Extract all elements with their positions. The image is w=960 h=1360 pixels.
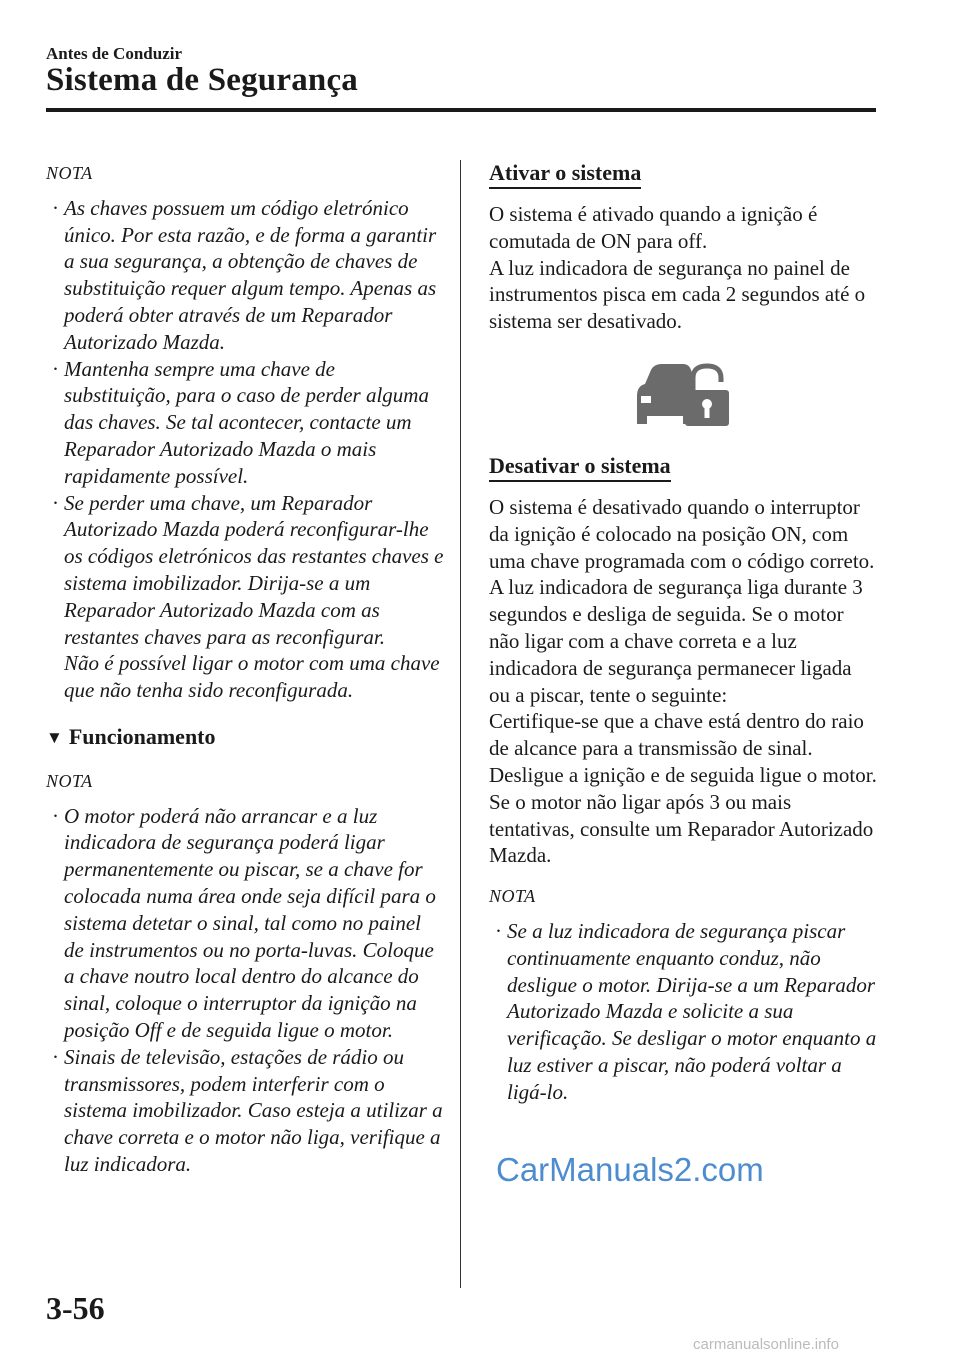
- note-list: [489, 918, 877, 1106]
- note-text: Sinais de televisão, estações de rádio ou transmissores, podem interferir com o sistema imobilizador. Caso esteja a utilizar a chave correta e o motor não liga, verifique a luz indicadora.: [64, 1044, 443, 1176]
- note-list: [46, 195, 446, 704]
- bullet-icon: ·: [495, 918, 502, 943]
- note-item: [46, 356, 446, 490]
- note-item: [46, 195, 446, 356]
- section-label: Antes de Conduzir: [46, 44, 183, 63]
- left-column: [46, 160, 446, 1178]
- header-divider: [46, 108, 876, 112]
- security-car-lock-icon: [633, 360, 733, 428]
- note-extra-text: Não é possível ligar o motor com uma chave que não tenha sido reconfigurada.: [64, 651, 440, 703]
- note-text: Se a luz indicadora de segurança piscar continuamente enquanto conduz, não desligue o motor. Dirija-se a um Reparador Autorizado Mazda e solicite a sua verificação. Se desligar o motor enquanto a luz estiver a piscar, não poderá voltar a ligá-lo.: [507, 918, 877, 1104]
- note-label: NOTA: [46, 770, 93, 791]
- site-watermark: carmanualsonline.info: [693, 1336, 839, 1353]
- bullet-icon: ·: [52, 803, 59, 828]
- icon-container: [489, 335, 877, 453]
- activate-paragraph: O sistema é ativado quando a ignição é comutada de ON para off.: [489, 202, 818, 253]
- deactivate-paragraph: O sistema é desativado quando o interruptor da ignição é colocado na posição ON, com uma chave programada com o código correto. A luz indicadora de segurança liga durante 3 segundos e desliga de seguida. Se o motor não ligar com a chave correta e a luz indicadora de segurança permanecer ligada ou a piscar, tente o seguinte:: [489, 494, 875, 707]
- column-divider: [460, 160, 461, 1288]
- note-text: Mantenha sempre uma chave de substituição, para o caso de perder alguma das chaves. Se tal acontecer, contacte um Reparador Autorizado Mazda o mais rapidamente possível.: [64, 356, 429, 488]
- note-text: As chaves possuem um código eletrónico único. Por esta razão, e de forma a garantir a sua segurança, a obtenção de chaves de substituição requer algum tempo. Apenas as poderá obter através de um Reparador Autorizado Mazda.: [64, 195, 437, 354]
- bullet-icon: ·: [52, 1044, 59, 1069]
- bullet-icon: ·: [52, 490, 59, 515]
- bullet-icon: ·: [52, 195, 59, 220]
- subsection-title: Funcionamento: [68, 723, 216, 749]
- right-column: [489, 160, 877, 1106]
- bullet-icon: ·: [52, 356, 59, 381]
- note-text: O motor poderá não arrancar e a luz indicadora de segurança poderá ligar permanentemente ou piscar, se a chave for colocada numa área onde seja difícil para o sistema detetar o sinal, tal como no painel de instrumentos ou no porta-luvas. Coloque a chave noutro local dentro do alcance do sinal, coloque o interruptor da ignição na posição Off e de seguida ligue o motor.: [64, 803, 436, 1042]
- activate-paragraph: A luz indicadora de segurança no painel de instrumentos pisca em cada 2 segundos até o sistema ser desativado.: [489, 255, 866, 334]
- note-list: [46, 803, 446, 1178]
- subsection-heading: [46, 724, 446, 752]
- note-item: [46, 1044, 446, 1178]
- heading-deactivate: Desativar o sistema: [489, 453, 671, 482]
- note-item: [46, 803, 446, 1044]
- note-label: NOTA: [489, 886, 536, 907]
- note-item: [46, 490, 446, 704]
- note-item: [489, 918, 877, 1106]
- page-number: 3-56: [46, 1290, 105, 1326]
- note-text: Se perder uma chave, um Reparador Autorizado Mazda poderá reconfigurar-lhe os códigos eletrónicos das restantes chaves e sistema imobilizador. Dirija-se a um Reparador Autorizado Mazda com as restantes chaves para as reconfigurar.: [64, 490, 444, 649]
- note-label: NOTA: [46, 163, 93, 183]
- triangle-down-icon: ▼: [46, 727, 63, 747]
- page-title: Sistema de Segurança: [46, 62, 358, 98]
- watermark-text: CarManuals2.com: [496, 1151, 764, 1188]
- deactivate-paragraph: Certifique-se que a chave está dentro do raio de alcance para a transmissão de sinal. Desligue a ignição e de seguida ligue o motor. Se o motor não ligar após 3 ou mais tentativas, consulte um Reparador Autorizado Mazda.: [489, 709, 877, 868]
- heading-activate: Ativar o sistema: [489, 160, 641, 189]
